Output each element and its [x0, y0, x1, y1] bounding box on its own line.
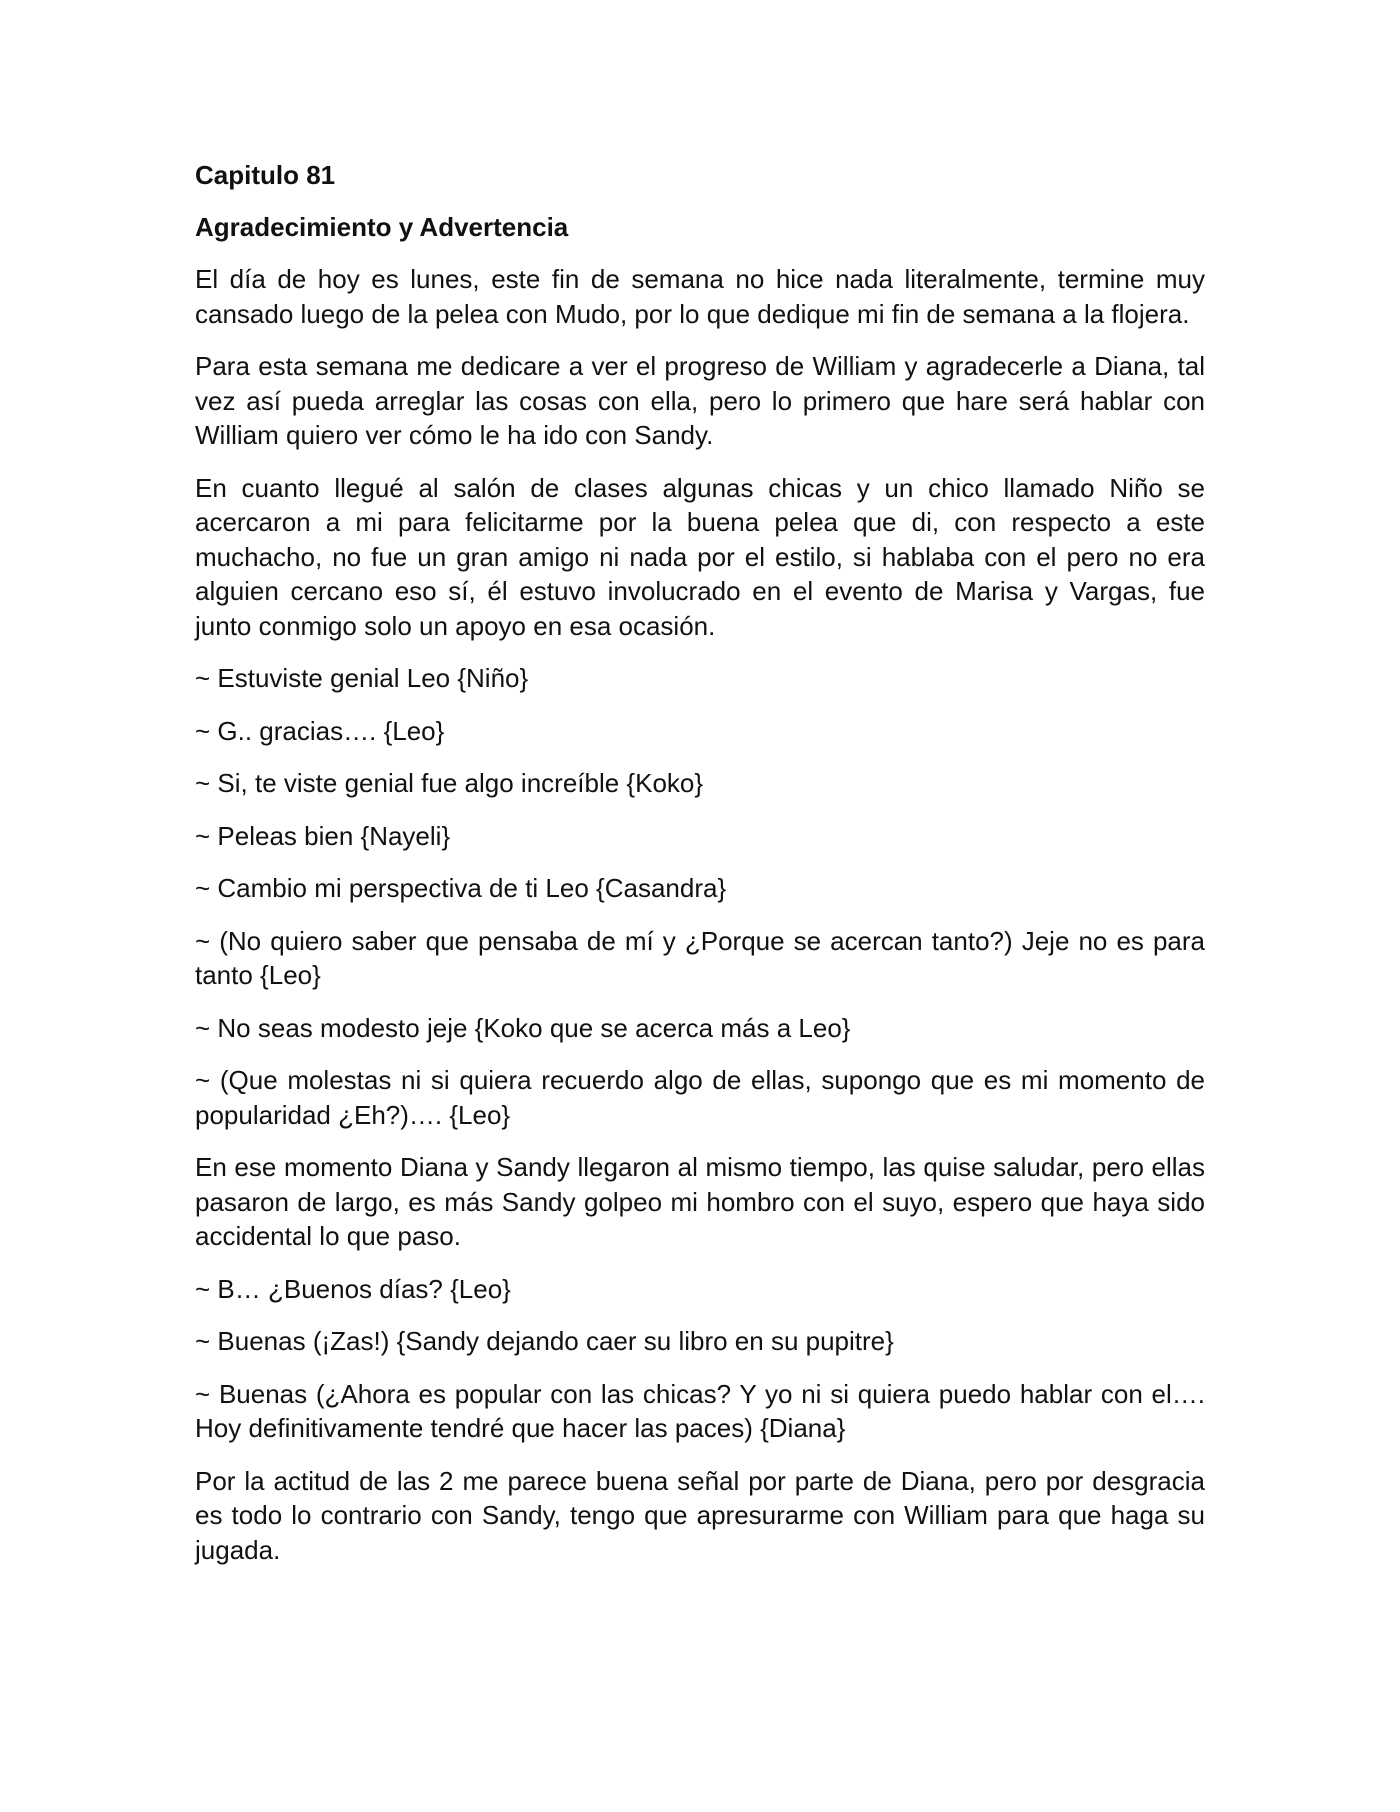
- dialogue-line: ~ B… ¿Buenos días? {Leo}: [195, 1273, 511, 1304]
- paragraph-closing: Por la actitud de las 2 me parece buena señal por parte de Diana, pero por desgracia es todo lo contrario con Sandy, tengo que apresurarme con William para que haga su jugada.: [195, 1465, 1205, 1565]
- dialogue-line: ~ Cambio mi perspectiva de ti Leo {Casandra}: [195, 873, 727, 903]
- dialogue-line: ~ (Que molestas ni si quiera recuerdo algo de ellas, supongo que es mi momento de popularidad ¿Eh?)…. {Leo}: [195, 1065, 1205, 1130]
- dialogue-line: ~ Buenas (¡Zas!) {Sandy dejando caer su libro en su pupitre}: [195, 1326, 894, 1356]
- paragraph-plan: Para esta semana me dedicare a ver el progreso de William y agradecerle a Diana, tal vez así pueda arreglar las cosas con ella, pero lo primero que hare será hablar con William quiero ver cómo le ha ido con Sandy.: [195, 351, 1205, 450]
- dialogue-line: ~ Peleas bien {Nayeli}: [195, 820, 451, 851]
- chapter-subtitle: Agradecimiento y Advertencia: [195, 212, 569, 242]
- paragraph-arrival: En ese momento Diana y Sandy llegaron al mismo tiempo, las quise saludar, pero ellas pasaron de largo, es más Sandy golpeo mi hombro con el suyo, espero que haya sido accidental lo que paso.: [195, 1152, 1205, 1251]
- paragraph-intro: El día de hoy es lunes, este fin de semana no hice nada literalmente, termine muy cansado luego de la pelea con Mudo, por lo que dedique mi fin de semana a la flojera.: [195, 264, 1205, 329]
- dialogue-line: ~ No seas modesto jeje {Koko que se acerca más a Leo}: [195, 1012, 851, 1043]
- dialogue-line: ~ G.. gracias…. {Leo}: [195, 715, 445, 746]
- chapter-heading: Capitulo 81: [195, 160, 336, 190]
- dialogue-line: ~ Buenas (¿Ahora es popular con las chicas? Y yo ni si quiera puedo hablar con el…. Hoy definitivamente tendré que hacer las paces) {Diana}: [195, 1378, 1205, 1443]
- dialogue-line: ~ Si, te viste genial fue algo increíble {Koko}: [195, 768, 704, 798]
- paragraph-classroom: En cuanto llegué al salón de clases algunas chicas y un chico llamado Niño se acercaron a mi para felicitarme por la buena pelea que di, con respecto a este muchacho, no fue un gran amigo ni nada por el estilo, si hablaba con el pero no era alguien cercano eso sí, él estuvo involucrado en el evento de Marisa y Vargas, fue junto conmigo solo un apoyo en esa ocasión.: [195, 472, 1205, 641]
- dialogue-line: ~ Estuviste genial Leo {Niño}: [195, 663, 529, 693]
- dialogue-line: ~ (No quiero saber que pensaba de mí y ¿Porque se acercan tanto?) Jeje no es para tanto {Leo}: [195, 925, 1205, 990]
- document-page: [195, 158, 1205, 1585]
